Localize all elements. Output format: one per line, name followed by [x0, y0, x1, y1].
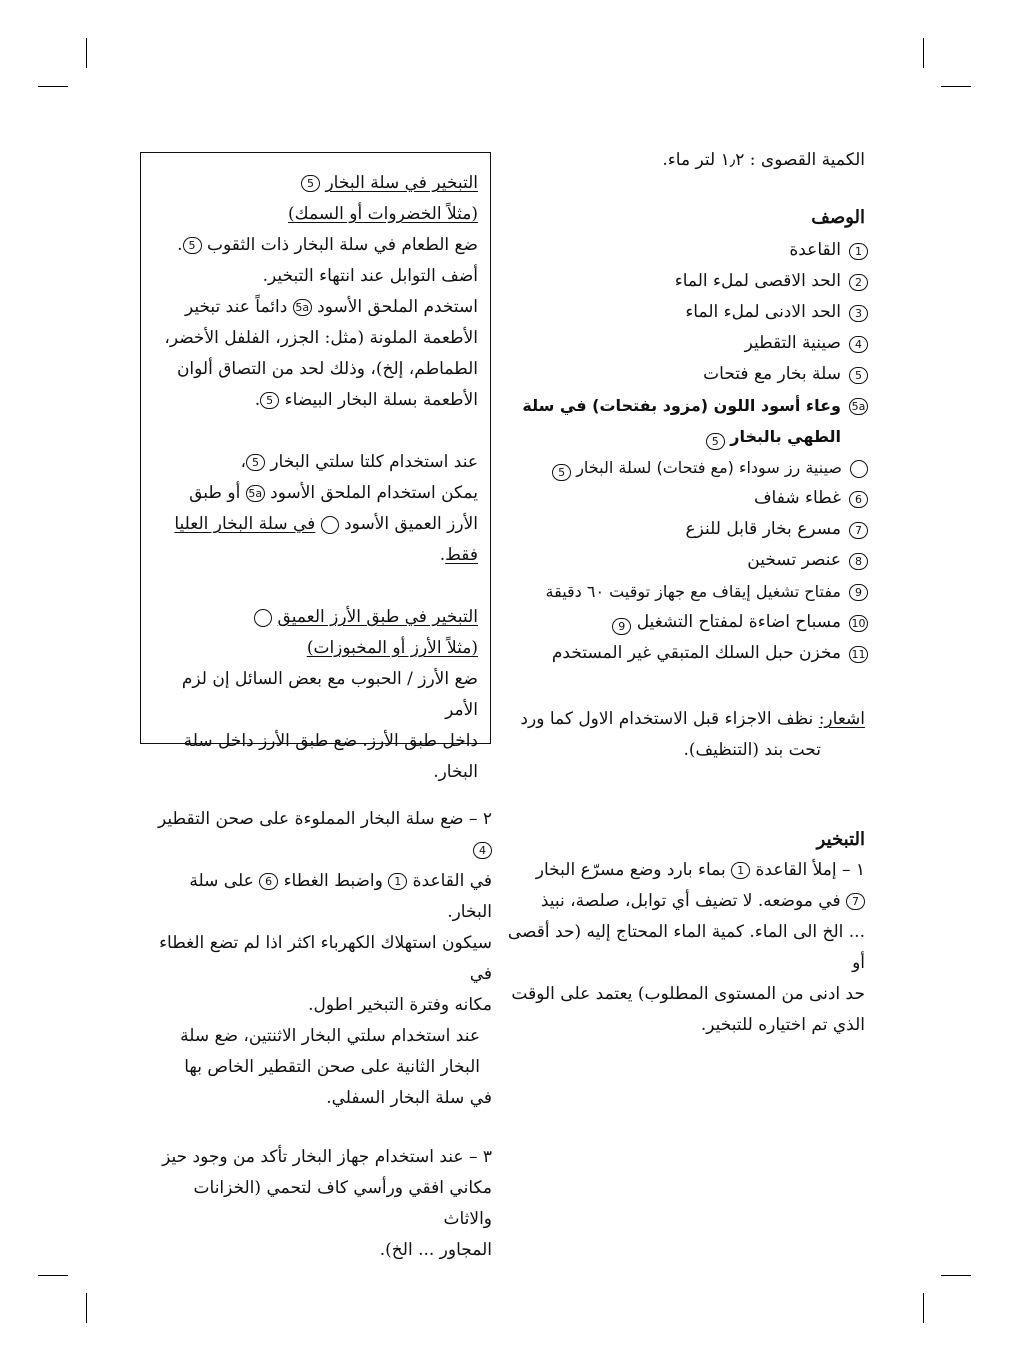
crop-mark [923, 1293, 924, 1323]
step2-line: عند استخدام سلتي البخار الاثنتين، ضع سلة [180, 1026, 480, 1046]
box-text: ضع الأرز / الحبوب مع بعض السائل إن لزم الأمر [181, 669, 478, 720]
list-item: 7 مسرع بخار قابل للنزع [505, 514, 868, 545]
warning-label: اشعار: [818, 709, 865, 729]
step2-line: سيكون استهلاك الكهرباء اكثر اذا لم تضع الغطاء في [159, 933, 492, 984]
number-badge: 5a [849, 398, 868, 415]
parts-list [505, 235, 865, 669]
box-text: الأطعمة الملونة (مثل: الجزر، الفلفل الأخضر، [164, 328, 478, 348]
description-title: الوصف [811, 207, 865, 228]
number-badge: 9 [849, 584, 868, 601]
crop-mark [86, 38, 87, 68]
empty-circle-badge [321, 516, 339, 534]
list-item: 8 عنصر تسخين [505, 545, 868, 576]
crop-mark [86, 1293, 87, 1323]
list-item: 2 الحد الاقصى لملء الماء [505, 266, 868, 297]
list-item: 1 القاعدة [505, 235, 868, 266]
list-item: 9 مفتاح تشغيل إيقاف مع جهاز توقيت ٦٠ دقيقة [505, 576, 868, 607]
step1-line: ١ – إملأ القاعدة 1 بماء بارد وضع مسرّع البخار [535, 860, 865, 880]
number-badge: 5a [246, 485, 265, 502]
number-badge: 1 [388, 873, 407, 890]
empty-circle-badge [254, 609, 272, 627]
step1-line: 7 في موضعه. لا تضيف أي توابل، صلصة، نبيذ [505, 886, 865, 917]
number-badge: 4 [849, 336, 868, 353]
step3-line: المجاور ... الخ). [379, 1240, 492, 1260]
list-item: 4 صينية التقطير [505, 328, 868, 359]
step1-line: الذي تم اختياره للتبخير. [700, 1015, 865, 1035]
warning-note-cont: تحت بند (التنظيف). [683, 740, 821, 760]
crop-mark [38, 86, 68, 87]
number-badge: 6 [259, 873, 278, 890]
crop-mark [923, 38, 924, 68]
crop-mark [941, 86, 971, 87]
box-text: ضع الطعام في سلة البخار ذات الثقوب 5. [177, 235, 478, 255]
step2-line: البخار الثانية على صحن التقطير الخاص بها [184, 1057, 480, 1077]
box-text: أضف التوابل عند انتهاء التبخير. [262, 266, 478, 286]
step1-line: حد ادنى من المستوى المطلوب) يعتمد على الوقت [511, 984, 865, 1004]
left-column [142, 804, 492, 1266]
step2-line: في القاعدة 1 واضبط الغطاء 6 على سلة البخار. [189, 871, 492, 922]
step2-line: ٢ – ضع سلة البخار المملوءة على صحن التقطير 4 [158, 809, 492, 857]
box-heading: التبخير في طبق الأرز العميق [148, 602, 478, 633]
number-badge: 3 [849, 305, 868, 322]
box-subheading: (مثلاً الأرز أو المخبوزات) [306, 638, 478, 658]
step3-line: مكاني افقي ورأسي كاف لتحمي (الخزانات والاثاث [193, 1178, 492, 1229]
crop-mark [941, 1275, 971, 1276]
box-text: البخار. [433, 762, 478, 782]
number-badge: 7 [849, 522, 868, 539]
step2-line: مكانه وفترة التبخير اطول. [308, 995, 492, 1015]
box-text: داخل طبق الأرز. ضع طبق الأرز داخل سلة [183, 731, 478, 751]
max-quantity: الكمية القصوى : ١٫٢ لتر ماء. [662, 150, 865, 170]
number-badge: 4 [473, 842, 492, 859]
box-subheading: (مثلاً الخضروات أو السمك) [288, 204, 478, 224]
number-badge: 6 [849, 491, 868, 508]
number-badge: 5 [260, 392, 279, 409]
number-badge: 5a [293, 299, 312, 316]
step2-line: في سلة البخار السفلي. [326, 1088, 492, 1108]
box-heading: التبخير في سلة البخار 5 [148, 168, 478, 199]
number-badge: 7 [846, 893, 865, 910]
number-badge: 2 [849, 274, 868, 291]
crop-mark [38, 1275, 68, 1276]
ref-badge: 5 [552, 464, 571, 481]
box-text: الأرز العميق الأسود في سلة البخار العليا فقط. [174, 514, 478, 565]
list-item: 5 سلة بخار مع فتحات [505, 359, 868, 390]
list-item: 10 مسباح اضاءة لمفتاح التشغيل 9 [505, 607, 868, 638]
number-badge: 5 [246, 454, 265, 471]
warning-note: اشعار: نظف الاجزاء قبل الاستخدام الاول كما ورد [520, 709, 865, 729]
number-badge: 1 [849, 243, 868, 260]
list-item: 3 الحد الادنى لملء الماء [505, 297, 868, 328]
list-item: 5a وعاء أسود اللون (مزود بفتحات) في سلة الطهي بالبخار 5 [505, 390, 868, 452]
list-item: 6 غطاء شفاف [505, 483, 868, 514]
step3-line: ٣ – عند استخدام جهاز البخار تأكد من وجود حيز [162, 1147, 492, 1167]
number-badge: 8 [849, 553, 868, 570]
number-badge: 5 [183, 237, 202, 254]
list-item: صينية رز سوداء (مع فتحات) لسلة البخار 5 [505, 452, 868, 483]
box-text: استخدم الملحق الأسود 5a دائماً عند تبخير [184, 297, 478, 317]
box-text: الطماطم، إلخ)، وذلك لحد من التصاق ألوان [176, 359, 478, 379]
list-item: 11 مخزن حبل السلك المتبقي غير المستخدم [505, 638, 868, 669]
ref-badge: 9 [612, 618, 631, 635]
number-badge: 10 [849, 615, 868, 632]
number-badge: 5 [301, 175, 320, 192]
box-text: عند استخدام كلتا سلتي البخار 5، [240, 452, 478, 472]
box-text: يمكن استخدام الملحق الأسود 5a أو طبق [189, 483, 478, 503]
step1-line: ... الخ الى الماء. كمية الماء المحتاج إليه (حد أقصى أو [507, 922, 865, 973]
right-column [505, 145, 865, 1041]
number-badge: 1 [731, 862, 750, 879]
ref-badge: 5 [706, 433, 725, 450]
empty-circle-badge [850, 460, 868, 478]
number-badge: 11 [849, 646, 868, 663]
steaming-title: التبخير [816, 829, 865, 850]
info-box [140, 152, 491, 782]
number-badge: 5 [849, 367, 868, 384]
box-text: الأطعمة بسلة البخار البيضاء 5. [254, 390, 478, 410]
